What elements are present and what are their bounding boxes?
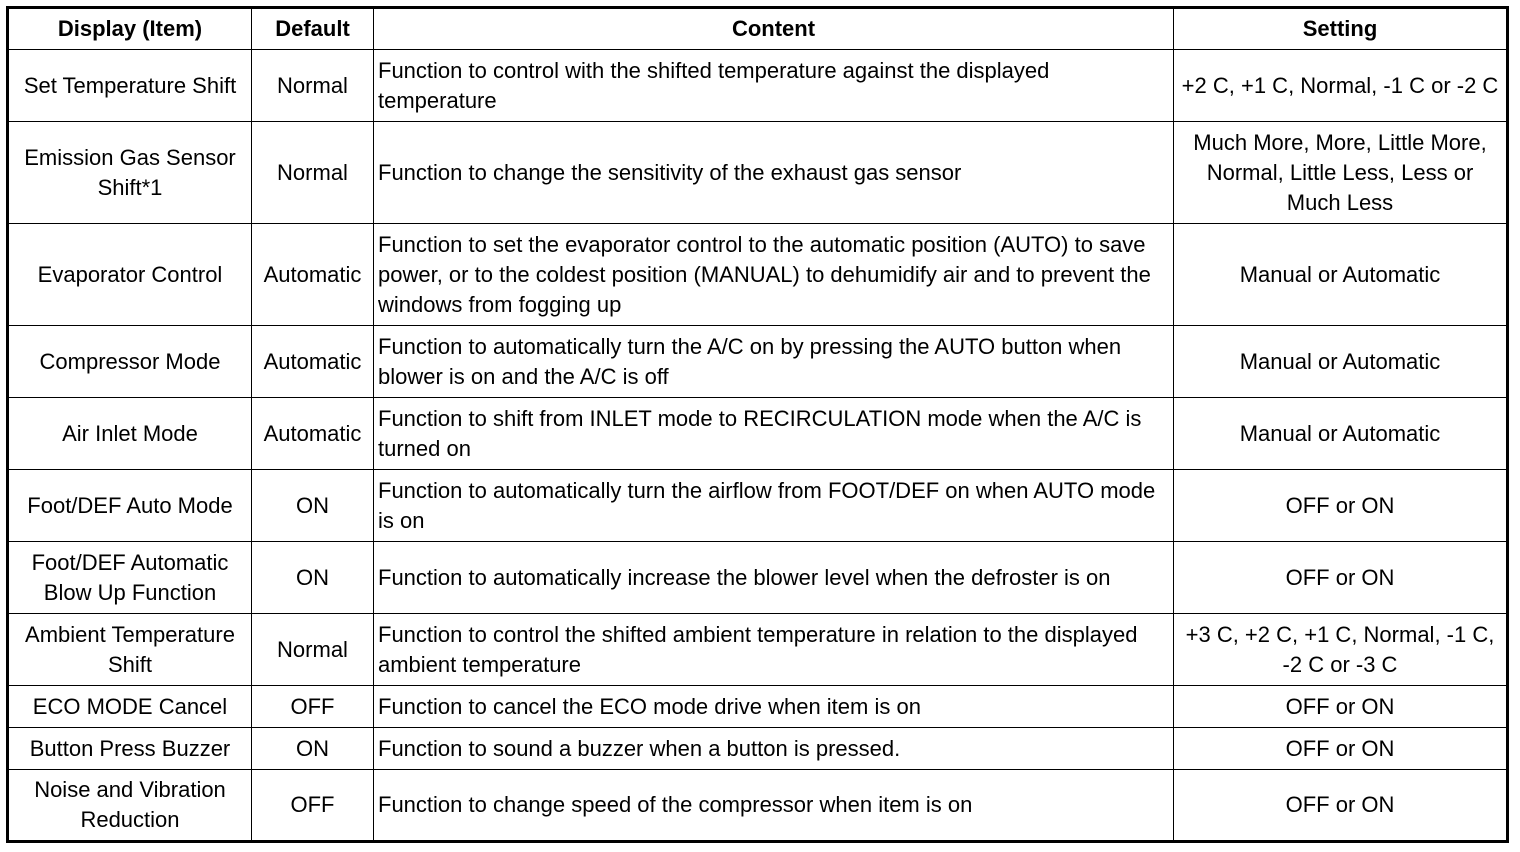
cell-default: Automatic <box>252 398 374 470</box>
table-row <box>8 542 1508 614</box>
cell-default: Automatic <box>252 326 374 398</box>
table-row <box>8 398 1508 470</box>
cell-setting: OFF or ON <box>1174 470 1508 542</box>
cell-content: Function to set the evaporator control to the automatic position (AUTO) to save power, or to the coldest position (MANUAL) to dehumidify air and to prevent the windows from fogging up <box>374 224 1174 326</box>
cell-default: OFF <box>252 770 374 842</box>
cell-item: Noise and Vibration Reduction <box>8 770 252 842</box>
cell-item: ECO MODE Cancel <box>8 686 252 728</box>
table-row <box>8 50 1508 122</box>
cell-setting: Manual or Automatic <box>1174 224 1508 326</box>
cell-setting: Manual or Automatic <box>1174 326 1508 398</box>
cell-item: Evaporator Control <box>8 224 252 326</box>
cell-item: Compressor Mode <box>8 326 252 398</box>
header-default: Default <box>252 8 374 50</box>
table-row <box>8 224 1508 326</box>
cell-default: Normal <box>252 122 374 224</box>
cell-item: Air Inlet Mode <box>8 398 252 470</box>
cell-content: Function to automatically turn the airflow from FOOT/DEF on when AUTO mode is on <box>374 470 1174 542</box>
cell-content: Function to cancel the ECO mode drive when item is on <box>374 686 1174 728</box>
table-row <box>8 122 1508 224</box>
cell-content: Function to control the shifted ambient temperature in relation to the displayed ambient temperature <box>374 614 1174 686</box>
cell-setting: Manual or Automatic <box>1174 398 1508 470</box>
cell-item: Emission Gas Sensor Shift*1 <box>8 122 252 224</box>
cell-content: Function to shift from INLET mode to RECIRCULATION mode when the A/C is turned on <box>374 398 1174 470</box>
cell-default: Normal <box>252 614 374 686</box>
cell-setting: +3 C, +2 C, +1 C, Normal, -1 C, -2 C or -3 C <box>1174 614 1508 686</box>
cell-default: Normal <box>252 50 374 122</box>
cell-setting: Much More, More, Little More, Normal, Little Less, Less or Much Less <box>1174 122 1508 224</box>
table-row <box>8 770 1508 842</box>
cell-item: Set Temperature Shift <box>8 50 252 122</box>
cell-setting: OFF or ON <box>1174 770 1508 842</box>
cell-setting: +2 C, +1 C, Normal, -1 C or -2 C <box>1174 50 1508 122</box>
cell-content: Function to change the sensitivity of the exhaust gas sensor <box>374 122 1174 224</box>
table-row <box>8 728 1508 770</box>
cell-default: ON <box>252 470 374 542</box>
cell-default: ON <box>252 542 374 614</box>
table-row <box>8 326 1508 398</box>
cell-content: Function to automatically turn the A/C on by pressing the AUTO button when blower is on and the A/C is off <box>374 326 1174 398</box>
cell-setting: OFF or ON <box>1174 686 1508 728</box>
table-row <box>8 686 1508 728</box>
header-display-item: Display (Item) <box>8 8 252 50</box>
header-row <box>8 8 1508 50</box>
cell-default: Automatic <box>252 224 374 326</box>
header-setting: Setting <box>1174 8 1508 50</box>
cell-default: OFF <box>252 686 374 728</box>
table-row <box>8 614 1508 686</box>
cell-setting: OFF or ON <box>1174 542 1508 614</box>
cell-default: ON <box>252 728 374 770</box>
cell-item: Ambient Temperature Shift <box>8 614 252 686</box>
cell-item: Button Press Buzzer <box>8 728 252 770</box>
cell-content: Function to automatically increase the blower level when the defroster is on <box>374 542 1174 614</box>
cell-content: Function to change speed of the compressor when item is on <box>374 770 1174 842</box>
header-content: Content <box>374 8 1174 50</box>
cell-content: Function to control with the shifted temperature against the displayed temperature <box>374 50 1174 122</box>
cell-setting: OFF or ON <box>1174 728 1508 770</box>
cell-content: Function to sound a buzzer when a button is pressed. <box>374 728 1174 770</box>
cell-item: Foot/DEF Auto Mode <box>8 470 252 542</box>
settings-table <box>6 6 1509 843</box>
table-row <box>8 470 1508 542</box>
cell-item: Foot/DEF Automatic Blow Up Function <box>8 542 252 614</box>
